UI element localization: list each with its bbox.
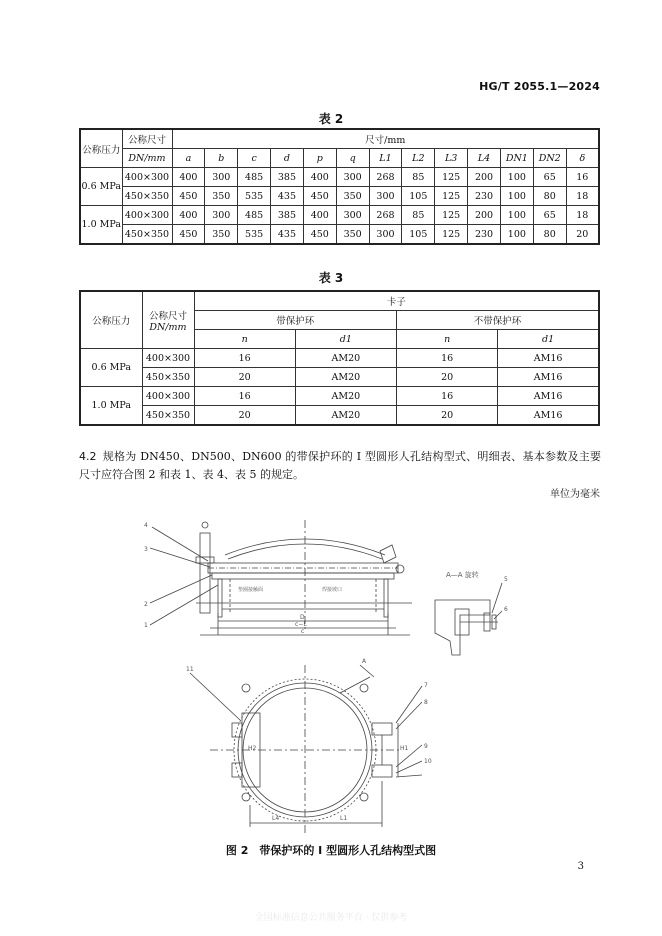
table3-value-cell: 16 <box>397 349 498 368</box>
table2-size-cell: 450×350 <box>122 187 172 206</box>
callout-9: 9 <box>424 743 428 750</box>
table2-value-cell: 18 <box>566 187 599 206</box>
callout-2: 2 <box>144 601 148 608</box>
table3-value-cell: 16 <box>194 349 295 368</box>
table3-header-size <box>142 291 194 349</box>
table3-value-cell: 16 <box>397 387 498 406</box>
table2-pressure-cell: 0.6 MPa <box>80 168 122 206</box>
table2-value-cell: 100 <box>500 187 533 206</box>
table2-value-cell: 385 <box>271 206 304 225</box>
table3-size-cell: 400×300 <box>142 387 194 406</box>
callout-11: 11 <box>186 666 194 673</box>
table2-row <box>80 225 599 245</box>
table2-value-cell: 125 <box>435 206 468 225</box>
page-number: 3 <box>577 861 584 872</box>
table2-value-cell: 230 <box>468 225 501 245</box>
table3-col-header: d1 <box>295 330 396 349</box>
table2-value-cell: 65 <box>533 168 566 187</box>
table3-value-cell: AM16 <box>498 406 599 426</box>
table2-value-cell: 435 <box>271 187 304 206</box>
table2-value-cell: 268 <box>369 168 402 187</box>
callout-8: 8 <box>424 699 428 706</box>
table3-col-header: n <box>397 330 498 349</box>
table2-header-size: 公称尺寸 <box>122 129 172 149</box>
dim-c-minus-l: c−L <box>295 621 307 628</box>
table3-value-cell: 16 <box>194 387 295 406</box>
table2-col-header: q <box>336 149 369 168</box>
section-marker-a: A <box>362 658 367 665</box>
table2-header-pressure: 公称压力 <box>80 129 122 168</box>
table3-header-size-label: 公称尺寸 <box>148 310 187 322</box>
section-4-2 <box>79 448 601 484</box>
table3-pressure-cell: 1.0 MPa <box>80 387 142 426</box>
table2-value-cell: 400 <box>172 168 205 187</box>
callout-10: 10 <box>424 758 432 765</box>
callout-7: 7 <box>424 682 428 689</box>
table3-value-cell: AM20 <box>295 349 396 368</box>
table3-header-clamp: 卡子 <box>194 291 599 311</box>
table2-size-cell: 450×350 <box>122 225 172 245</box>
table2-col-header: L3 <box>435 149 468 168</box>
table3-col-header: n <box>194 330 295 349</box>
callout-1: 1 <box>144 622 148 629</box>
table2-value-cell: 85 <box>402 206 435 225</box>
table2-row <box>80 206 599 225</box>
table3-value-cell: AM20 <box>295 406 396 426</box>
table2-col-header: DN2 <box>533 149 566 168</box>
table3-value-cell: 20 <box>397 368 498 387</box>
table2-value-cell: 485 <box>238 206 271 225</box>
callout-6: 6 <box>504 606 508 613</box>
table2-value-cell: 300 <box>205 206 238 225</box>
table2-col-header: a <box>172 149 205 168</box>
table3-size-cell: 450×350 <box>142 406 194 426</box>
standard-code: HG/T 2055.1—2024 <box>479 80 600 93</box>
note-weld-groove: 焊接坡口 <box>322 587 343 593</box>
table2-value-cell: 300 <box>336 206 369 225</box>
table2-value-cell: 485 <box>238 168 271 187</box>
table2-size-cell: 400×300 <box>122 168 172 187</box>
table3-value-cell: 20 <box>194 368 295 387</box>
table2-value-cell: 450 <box>172 225 205 245</box>
table2-value-cell: 350 <box>336 187 369 206</box>
table2-value-cell: 16 <box>566 168 599 187</box>
table3-size-cell: 400×300 <box>142 349 194 368</box>
table2-value-cell: 105 <box>402 187 435 206</box>
table2-col-header: DN1 <box>500 149 533 168</box>
table3-header-size-unit: DN/mm <box>149 321 187 333</box>
table2-value-cell: 300 <box>369 225 402 245</box>
table2-value-cell: 20 <box>566 225 599 245</box>
table3-col-header: d1 <box>498 330 599 349</box>
table2-col-header: L1 <box>369 149 402 168</box>
table2-value-cell: 450 <box>303 225 336 245</box>
table2-size-cell: 400×300 <box>122 206 172 225</box>
table2-value-cell: 85 <box>402 168 435 187</box>
table2-pressure-cell: 1.0 MPa <box>80 206 122 245</box>
unit-note: 单位为毫米 <box>550 489 600 500</box>
table2-value-cell: 400 <box>303 168 336 187</box>
table2-value-cell: 100 <box>500 168 533 187</box>
table2-value-cell: 268 <box>369 206 402 225</box>
table2-value-cell: 18 <box>566 206 599 225</box>
table2 <box>79 128 600 245</box>
table3-value-cell: AM20 <box>295 387 396 406</box>
table2-row <box>80 168 599 187</box>
figure-caption: 图 2 带保护环的 I 型圆形人孔结构型式图 <box>225 844 437 857</box>
table2-value-cell: 435 <box>271 225 304 245</box>
table2-value-cell: 105 <box>402 225 435 245</box>
table2-value-cell: 200 <box>468 168 501 187</box>
table2-row <box>80 187 599 206</box>
table3-header-without-ring: 不带保护环 <box>397 311 600 330</box>
dim-h2: H2 <box>248 745 257 752</box>
table2-value-cell: 125 <box>435 168 468 187</box>
table2-value-cell: 125 <box>435 187 468 206</box>
table2-value-cell: 125 <box>435 225 468 245</box>
table3-value-cell: 20 <box>397 406 498 426</box>
table3-value-cell: AM16 <box>498 368 599 387</box>
table3 <box>79 290 600 426</box>
table2-value-cell: 80 <box>533 225 566 245</box>
dim-h1: H1 <box>400 745 409 752</box>
manhole-structure-drawing <box>100 505 570 835</box>
table3-row <box>80 406 599 426</box>
table2-value-cell: 350 <box>205 187 238 206</box>
table2-value-cell: 400 <box>172 206 205 225</box>
table2-value-cell: 80 <box>533 187 566 206</box>
table2-value-cell: 400 <box>303 206 336 225</box>
watermark: 全国标准信息公共服务平台 · 仅供参考 <box>254 913 408 923</box>
table2-value-cell: 535 <box>238 187 271 206</box>
table2-value-cell: 350 <box>336 225 369 245</box>
table2-col-header: L4 <box>468 149 501 168</box>
table2-value-cell: 450 <box>303 187 336 206</box>
table2-value-cell: 100 <box>500 206 533 225</box>
table2-value-cell: 65 <box>533 206 566 225</box>
table3-row <box>80 387 599 406</box>
table2-col-header: d <box>271 149 304 168</box>
section-view-label: A—A 旋转 <box>446 571 479 579</box>
table3-pressure-cell: 0.6 MPa <box>80 349 142 387</box>
table2-title: 表 2 <box>318 112 344 126</box>
table2-header-size-unit: DN/mm <box>122 149 172 168</box>
table2-value-cell: 350 <box>205 225 238 245</box>
table2-value-cell: 300 <box>369 187 402 206</box>
callout-3: 3 <box>144 546 148 553</box>
table3-title: 表 3 <box>318 271 344 285</box>
dim-l1: L1 <box>340 815 348 822</box>
table2-value-cell: 300 <box>336 168 369 187</box>
dim-d: D <box>300 614 305 621</box>
section-text: 规格为 DN450、DN500、DN600 的带保护环的 I 型圆形人孔结构型式、明细表、基本参数及主要尺寸应符合图 2 和表 1、表 4、表 5 的规定。 <box>79 450 601 481</box>
dim-l4: L4 <box>272 815 280 822</box>
table2-value-cell: 200 <box>468 206 501 225</box>
table3-header-with-ring: 带保护环 <box>194 311 397 330</box>
callout-4: 4 <box>144 522 148 529</box>
table2-value-cell: 385 <box>271 168 304 187</box>
note-gasket-face: 垫圈接触面 <box>238 587 264 593</box>
table3-value-cell: AM20 <box>295 368 396 387</box>
table3-value-cell: 20 <box>194 406 295 426</box>
table2-value-cell: 100 <box>500 225 533 245</box>
table2-value-cell: 535 <box>238 225 271 245</box>
table3-row <box>80 349 599 368</box>
table3-size-cell: 450×350 <box>142 368 194 387</box>
table2-value-cell: 300 <box>205 168 238 187</box>
callout-5: 5 <box>504 576 508 583</box>
table2-value-cell: 450 <box>172 187 205 206</box>
table2-col-header: c <box>238 149 271 168</box>
table2-col-header: b <box>205 149 238 168</box>
table2-value-cell: 230 <box>468 187 501 206</box>
table2-col-header: δ <box>566 149 599 168</box>
table3-value-cell: AM16 <box>498 349 599 368</box>
table2-col-header: L2 <box>402 149 435 168</box>
section-number: 4.2 <box>79 450 97 463</box>
table2-col-header: p <box>303 149 336 168</box>
table3-header-pressure: 公称压力 <box>80 291 142 349</box>
table3-value-cell: AM16 <box>498 387 599 406</box>
table2-header-dims: 尺寸/mm <box>172 129 599 149</box>
dim-c: c <box>301 628 305 635</box>
table3-row <box>80 368 599 387</box>
